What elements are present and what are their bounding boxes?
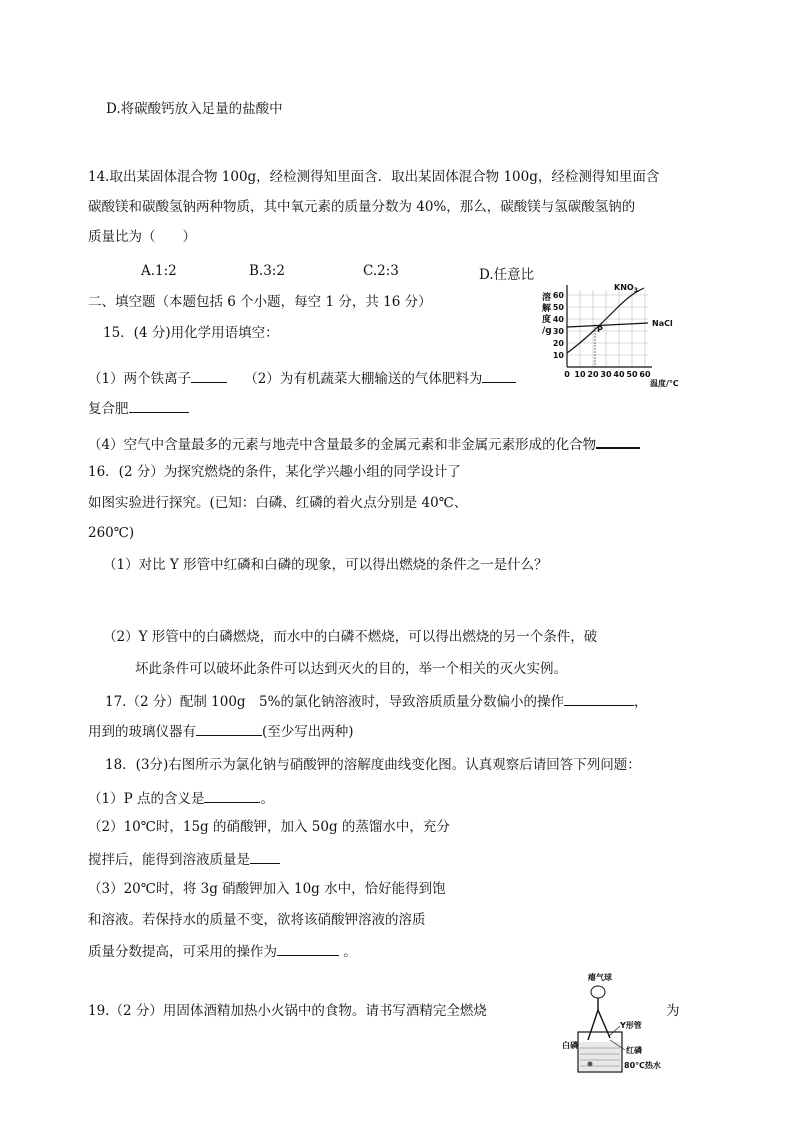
ylabel-char: 溶	[542, 293, 552, 303]
kno3-label	[614, 283, 638, 294]
q19-end: 为	[666, 1003, 680, 1019]
answer-blank[interactable]	[204, 788, 260, 803]
q15-part4	[88, 433, 640, 454]
q18-part3b: 和溶液。若保持水的质量不变，欲将该硝酸钾溶液的溶质	[88, 912, 426, 928]
ylabel-char: 解	[542, 304, 552, 314]
ytick-label: 50	[552, 303, 564, 312]
answer-blank[interactable]	[596, 433, 640, 449]
point-p-label: P	[597, 325, 603, 334]
y-tube-label: Y形管	[620, 1021, 642, 1030]
xtick-label: 40	[613, 370, 625, 379]
q17-line2	[88, 721, 354, 741]
q13-option-d: D.将碳酸钙放入足量的盐酸中	[106, 101, 283, 117]
q17-line2a: 用到的玻璃仪器有	[88, 724, 196, 740]
ytick-label: 60	[552, 291, 564, 300]
q17-line1	[105, 691, 647, 711]
q18-part3c	[88, 941, 357, 961]
ytick-label: 10	[552, 351, 564, 360]
q16-line2: 如图实验进行探究。(已知：白磷、红磷的着火点分别是 40℃、	[88, 495, 468, 511]
q18-part1-end: 。	[260, 791, 274, 807]
q18-part2a: （2）10℃时，15g 的硝酸钾，加入 50g 的蒸馏水中，充分	[88, 819, 450, 835]
q14-option-c: C.2:3	[363, 263, 399, 279]
q18-part2b-text: 搅拌后，能得到溶液质量是	[88, 852, 250, 868]
xtick-label: 30	[600, 370, 612, 379]
answer-blank[interactable]	[482, 368, 516, 383]
ytick-label: 30	[552, 327, 564, 336]
q16-sub2a: （2）Y 形管中的白磷燃烧，而水中的白磷不燃烧，可以得出燃烧的另一个条件，破	[103, 629, 598, 645]
ylabel-char: /g	[542, 326, 552, 336]
ytick-label: 20	[552, 339, 564, 348]
q15-part1-text: （1）两个铁离子	[88, 371, 192, 387]
q14-option-a: A.1:2	[141, 263, 177, 279]
q15-part4-text: （4）空气中含量最多的元素与地壳中含量最多的金属元素和非金属元素形成的化合物	[88, 437, 597, 453]
q14-option-b: B.3:2	[249, 263, 285, 279]
answer-blank[interactable]	[196, 721, 262, 736]
xlabel: 温度/℃	[650, 379, 679, 388]
kno3-subscript: 3	[633, 287, 638, 294]
q17-line1-text: 17.（2 分）配制 100g 5%的氯化钠溶液时，导致溶质质量分数偏小的操作	[105, 694, 564, 710]
xtick-label: 20	[587, 370, 599, 379]
solubility-graph	[540, 280, 690, 390]
q18-part1	[88, 788, 274, 808]
q15-part2-text: （2）为有机蔬菜大棚输送的气体肥料为	[244, 371, 483, 387]
q14-option-d: D.任意比	[479, 267, 535, 283]
xtick-label: 10	[574, 370, 586, 379]
kno3-text: KNO	[614, 283, 634, 292]
combustion-apparatus	[560, 970, 680, 1080]
q17-line1-end: ，	[633, 694, 648, 710]
q18-part3c-text: 质量分数提高，可采用的操作为	[88, 944, 277, 960]
graph-ylabel	[542, 291, 552, 336]
xtick-label: 50	[626, 370, 638, 379]
xtick-label: 60	[639, 370, 651, 379]
ylabel-char: 度	[542, 315, 552, 325]
q19-text: 19.（2 分）用固体酒精加热小火锅中的食物。请书写酒精完全燃烧	[88, 1003, 487, 1019]
answer-blank[interactable]	[191, 368, 227, 383]
y-tube-branches	[588, 1010, 610, 1040]
q18-title: 18．(3分)右图所示为氯化钠与硝酸钾的溶解度曲线变化图。认真观察后请回答下列问题：	[105, 757, 641, 773]
q18-part3a: （3）20℃时，将 3g 硝酸钾加入 10g 水中，恰好能得到饱	[88, 881, 446, 897]
q15-part3	[88, 398, 189, 418]
q18-part3-end: 。	[343, 944, 357, 960]
q16-line1: 16．(2 分）为探究燃烧的条件，某化学兴趣小组的同学设计了	[88, 464, 461, 480]
white-phosphorus-label-1: 白磷	[562, 1041, 578, 1050]
section-2-header: 二、填空题（本题包括 6 个小题，每空 1 分，共 16 分）	[88, 294, 432, 310]
answer-blank[interactable]	[129, 398, 189, 413]
red-phosphorus-label: 红磷	[626, 1046, 642, 1055]
xtick-label: 0	[564, 370, 570, 379]
hot-water	[579, 1042, 621, 1071]
q16-line3: 260℃)	[88, 525, 135, 541]
answer-blank[interactable]	[250, 849, 280, 864]
q16-sub1: （1）对比 Y 形管中红磷和白磷的现象，可以得出燃烧的条件之一是什么？	[103, 557, 548, 573]
graph-grid	[567, 290, 648, 367]
q18-part1-text: （1）P 点的含义是	[88, 791, 205, 807]
answer-blank[interactable]	[277, 941, 339, 956]
ytick-label: 40	[552, 315, 564, 324]
answer-blank[interactable]	[564, 691, 634, 706]
balloon-label: 瘪气球	[588, 973, 612, 982]
leader-line	[609, 1026, 620, 1036]
q14-line2: 碳酸镁和碳酸氢钠两种物质，其中氧元素的质量分数为 40%，那么，碳酸镁与氢碳酸氢钠的	[88, 199, 636, 215]
balloon	[591, 986, 605, 998]
q15-title: 15．(4 分)用化学用语填空：	[103, 325, 279, 341]
q14-line3: 质量比为（ ）	[88, 229, 196, 245]
q15-part1	[88, 368, 516, 388]
q14-line1: 14.取出某固体混合物 100g，经检测得知里面含．取出某固体混合物 100g，经检测得知里面含	[88, 169, 660, 185]
nacl-label: NaCl	[652, 319, 673, 328]
white-phosphorus-water	[588, 1062, 593, 1067]
q17-line2b: (至少写出两种)	[262, 724, 354, 740]
nacl-curve	[567, 323, 648, 327]
hot-water-label: 80℃热水	[624, 1061, 661, 1070]
q18-part2b	[88, 849, 280, 869]
q15-part3-text: 复合肥	[88, 401, 129, 417]
q16-sub2b: 坏此条件可以破坏此条件可以达到灭火的目的，举一个相关的灭火实例。	[135, 661, 567, 677]
